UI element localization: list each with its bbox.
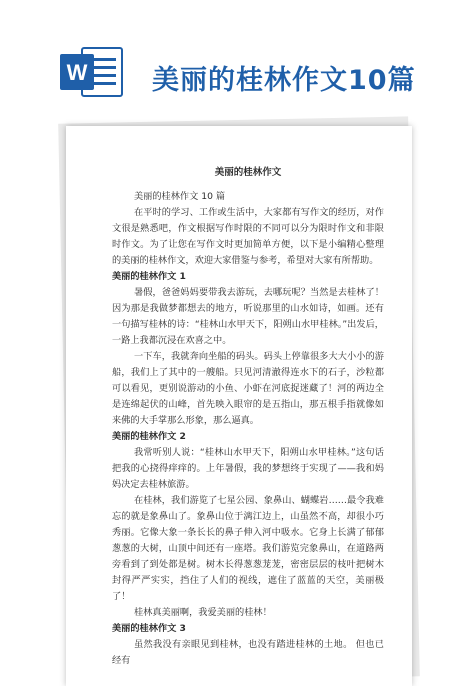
document-subtitle: 美丽的桂林作文 10 篇 xyxy=(134,191,226,202)
paragraph: 桂林真美丽啊，我爱美丽的桂林！ xyxy=(134,607,272,618)
section-heading: 美丽的桂林作文 1 xyxy=(112,271,186,282)
document-title: 美丽的桂林作文 xyxy=(214,167,282,178)
section-heading: 美丽的桂林作文 2 xyxy=(112,431,186,442)
document-body xyxy=(112,165,384,669)
paragraph: 我常听别人说：“桂林山水甲天下，阳朔山水甲桂林。”这句话把我的心挠得痒痒的。上年暑假，我的梦想终于实现了——我和妈妈决定去桂林旅游。 xyxy=(112,447,384,490)
banner xyxy=(0,0,474,130)
paragraph: 一下车，我就奔向坐船的码头。码头上停靠很多大大小小的游船，我们上了其中的一艘船。只见河清澈得连水下的石子，沙粒都可以看见，更别说游动的小鱼、小虾在河底捉迷藏了！河的两边全是连绵起伏的山峰，首先映入眼帘的是五指山，那五根手指就像如来佛的大手掌那么形象，那么逼真。 xyxy=(112,351,384,426)
word-icon-letter: W xyxy=(66,60,88,85)
paragraph: 在桂林，我们游览了七星公园、象鼻山、蝴蝶岩……最令我难忘的就是象鼻山了。象鼻山位于漓江边上，山虽然不高，却很小巧秀丽。它像大象一条长长的鼻子伸入河中吸水。它身上长满了郁郁葱葱的大树，山顶中间还有一座塔。我们游览完象鼻山，在道路两旁看到了到处都是树。树木长得葱葱茏茏，密密层层的枝叶把树木封得严严实实，挡住了人们的视线，遮住了蓝蓝的天空，美丽极了！ xyxy=(112,495,384,602)
page-title: 美丽的桂林作文10篇 xyxy=(152,65,416,96)
section-heading: 美丽的桂林作文 3 xyxy=(112,623,186,634)
intro-paragraph: 在平时的学习、工作或生活中，大家都有写作文的经历，对作文很是熟悉吧，作文根据写作时限的不同可以分为限时作文和非限时作文。为了让您在写作文时更加简单方便，以下是小编精心整理的美丽的桂林作文，欢迎大家借鉴与参考，希望对大家有所帮助。 xyxy=(112,207,384,266)
paragraph: 暑假，爸爸妈妈要带我去游玩，去哪玩呢？当然是去桂林了！因为那是我做梦都想去的地方，听说那里的山水如诗，如画。还有一句描写桂林的诗：“桂林山水甲天下，阳朔山水甲桂林。”出发后，一路上我都沉浸在欢喜之中。 xyxy=(112,287,384,346)
paragraph: 虽然我没有亲眼见到桂林，也没有踏进桂林的土地。 但也已经有 xyxy=(112,639,384,666)
word-document-icon xyxy=(60,44,124,100)
